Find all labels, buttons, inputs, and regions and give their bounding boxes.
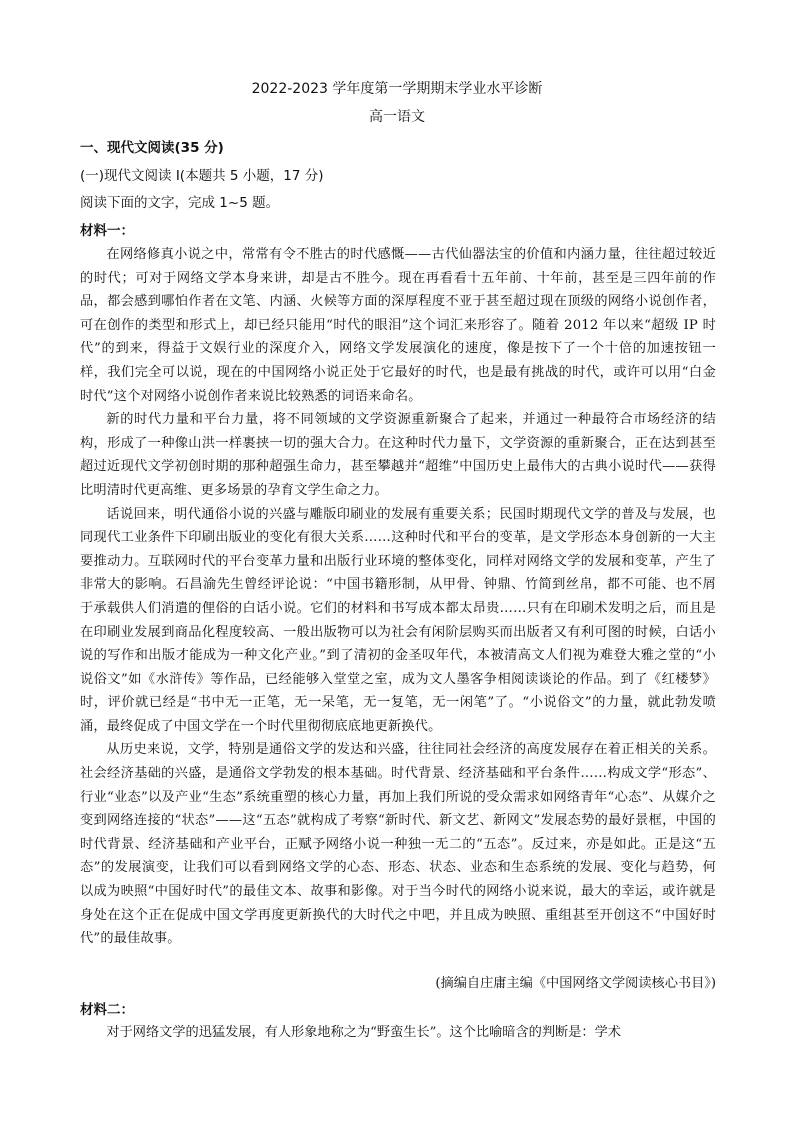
material-two-label: 材料二： — [80, 1002, 134, 1018]
material-one-source: (摘编自庄庸主编《中国网络文学阅读核心书目》) — [435, 976, 716, 991]
material-one-body — [80, 243, 716, 951]
paragraph: 新的时代力量和平台力量，将不同领域的文学资源重新聚合了起来，并通过一种最符合市场经济的结构，形成了一种像山洪一样裹挟一切的强大合力。在这种时代力量下，文学资源的重新聚合，正在达到甚至超过近现代文学初创时期的那种超强生命力，甚至攀越并“超维”中国历史上最伟大的古典小说时代——获得比明清时代更高维、更多场景的孕育文学生命之力。 — [80, 412, 716, 498]
reading-instruction: 阅读下面的文字，完成 1~5 题。 — [80, 195, 280, 211]
paragraph: 从历史来说，文学，特别是通俗文学的发达和兴盛，往往同社会经济的高度发展存在着正相关的关系。社会经济基础的兴盛，是通俗文学勃发的根本基础。时代背景、经济基础和平台条件……构成文学“形态”、行业“业态”以及产业“生态”系统重塑的核心力量，再加上我们所说的受众需求如网络青年“心态”、从媒介之变到网络连接的“状态”——这“五态”就构成了考察“新时代、新文艺、新网文”发展态势的最好景框，中国的时代背景、经济基础和产业平台，正赋予网络小说一种独一无二的“五态”。反过来，亦是如此。正是这“五态”的发展演变，让我们可以看到网络文学的心态、形态、状态、业态和生态系统的发展、变化与趋势，何以成为映照“中国好时代”的最佳文本、故事和影像。对于当今时代的网络小说来说，最大的幸运，或许就是身处在这个正在促成中国文学再度更新换代的大时代之中吧，并且成为映照、重组甚至开创这不“中国好时代”的最佳故事。 — [80, 742, 716, 947]
paragraph: 话说回来，明代通俗小说的兴盛与雕版印刷业的发展有重要关系；民国时期现代文学的普及与发展，也同现代工业条件下印刷出版业的变化有很大关系……这种时代和平台的变革，是文学形态本身创新的一大主要推动力。互联网时代的平台变革力量和出版行业环境的整体变化，同样对网络文学的发展和变革，产生了非常大的影响。石昌渝先生曾经评论说：“中国书籍形制，从甲骨、钟鼎、竹简到丝帛，都不可能、也不屑于承载供人们消遣的俚俗的白话小说。它们的材料和书写成本都太昂贵……只有在印刷术发明之后，而且是在印刷业发展到商品化程度较高、一般出版物可以为社会有闲阶层购买而出版者又有利可图的时候，白话小说的写作和出版才能成为一种文化产业。”到了清初的金圣叹年代，本被清高文人们视为难登大雅之堂的“小说俗文”如《水浒传》等作品，已经能够入堂堂之室，成为文人墨客争相阅读谈论的作品。到了《红楼梦》时，评价就已经是“书中无一正笔，无一呆笔，无一复笔，无一闲笔”了。“小说俗文”的力量，就此勃发喷涌，最终促成了中国文学在一个时代里彻彻底底地更新换代。 — [80, 506, 716, 734]
exam-subject: 高一语文 — [369, 109, 425, 125]
material-one-label: 材料一： — [80, 223, 134, 239]
material-two-first-line: 对于网络文学的迅猛发展，有人形象地称之为“野蛮生长”。这个比喻暗含的判断是：学术 — [106, 1025, 621, 1040]
paragraph: 在网络修真小说之中，常常有令不胜古的时代感慨——古代仙器法宝的价值和内涵力量，往往超过较近的时代；可对于网络文学本身来讲，却是古不胜今。现在再看看十五年前、十年前，甚至是三四年前的作品，都会感到哪怕作者在文笔、内涵、火候等方面的深厚程度不亚于甚至超过现在顶级的网络小说创作者，可在创作的类型和形式上，却已经只能用“时代的眼泪”这个词汇来形容了。随着 2012 年以来“超级 IP 时代”的到来，得益于文娱行业的深度介入，网络文学发展演化的速度，像是按下了一个十倍的加速按钮一样，我们完全可以说，现在的中国网络小说正处于它最好的时代，也是最有挑战的时代，或许可以用“白金时代”这个对网络小说创作者来说比较熟悉的词语来命名。 — [80, 247, 716, 404]
exam-title: 2022-2023 学年度第一学期期末学业水平诊断 — [251, 81, 543, 97]
section-heading: 一、现代文阅读(35 分) — [80, 140, 224, 156]
sub-section-heading: (一)现代文阅读 I(本题共 5 小题，17 分) — [80, 168, 324, 184]
